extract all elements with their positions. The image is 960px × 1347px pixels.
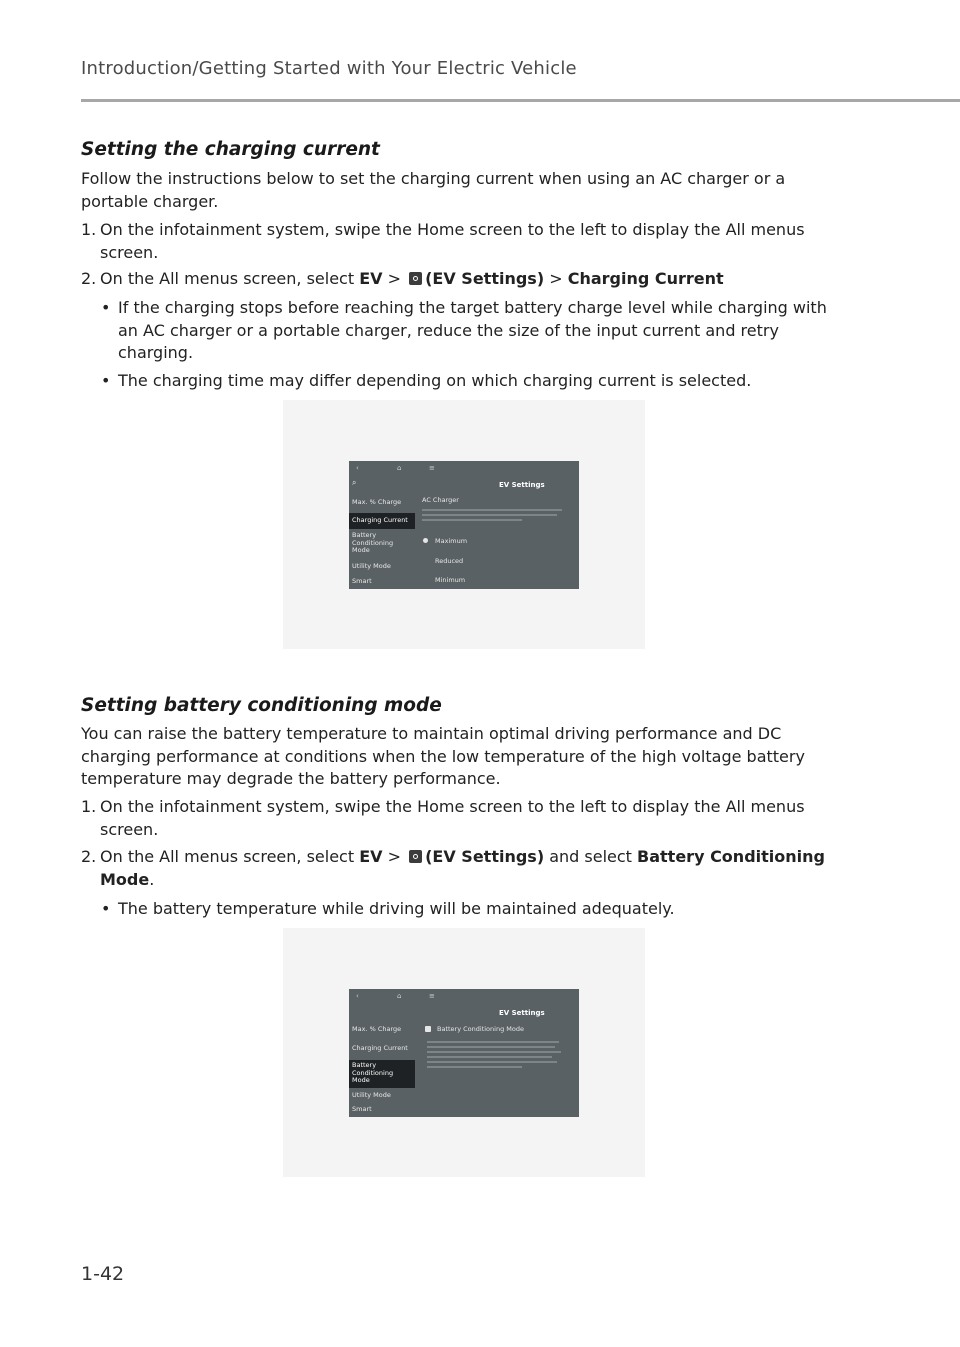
menu-item-battery-conditioning[interactable]: Battery Conditioning Mode	[349, 1060, 415, 1088]
section1-step-2	[81, 268, 851, 291]
bullet-text: The charging time may differ depending on which charging current is selected.	[118, 371, 752, 390]
page-header: Introduction/Getting Started with Your Electric Vehicle	[81, 58, 577, 79]
menu-item-charging-current[interactable]: Charging Current	[349, 513, 415, 529]
settings-icon	[409, 272, 422, 285]
menu-item-max-charge[interactable]: Max. % Charge	[352, 498, 402, 506]
checkbox-checked-icon[interactable]	[425, 1026, 431, 1032]
step-number: 1.	[81, 220, 97, 239]
section2-intro: You can raise the battery temperature to maintain optimal driving performance and DC charging performance at conditions when the low temperature of the high voltage battery temperature may degrade the battery performance.	[81, 724, 805, 788]
menu-item-utility-mode[interactable]: Utility Mode	[352, 562, 391, 570]
menu-item-max-charge[interactable]: Max. % Charge	[352, 1025, 402, 1033]
menu-icon: ≡	[429, 464, 435, 472]
menu-item-smart[interactable]: Smart	[352, 577, 372, 585]
option-maximum[interactable]: Maximum	[435, 537, 468, 545]
ac-charger-label: AC Charger	[422, 496, 459, 504]
settings-menu	[349, 475, 415, 589]
screen-title: EV Settings	[499, 1009, 545, 1017]
section1-bullet-2: • The charging time may differ depending on which charging current is selected.	[101, 371, 752, 390]
bullet-text: If the charging stops before reaching the target battery charge level while charging with an AC charger or a portable charger, reduce the size of the input current and retry charging.	[118, 298, 827, 362]
home-icon: ⌂	[397, 464, 402, 472]
section1-bullet-1: • If the charging stops before reaching the target battery charge level while charging with an AC charger or a portable charger, reduce the size of the input current and retry charging.	[101, 298, 827, 362]
menu-item-smart[interactable]: Smart	[352, 1105, 372, 1113]
section-title-charging-current: Setting the charging current	[81, 139, 380, 160]
option-reduced[interactable]: Reduced	[435, 557, 464, 565]
menu-item-utility-mode[interactable]: Utility Mode	[352, 1091, 391, 1099]
section1-step-1	[81, 219, 851, 264]
ev-label: EV	[359, 269, 383, 288]
bullet-text: The battery temperature while driving will be maintained adequately.	[118, 899, 675, 918]
step-text: On the infotainment system, swipe the Home screen to the left to display the All menus screen.	[100, 797, 805, 839]
settings-menu	[349, 1003, 415, 1117]
step-number: 1.	[81, 797, 97, 816]
screen-topbar	[349, 989, 579, 1003]
back-icon: ‹	[356, 992, 359, 1000]
screen-title: EV Settings	[499, 481, 545, 489]
back-icon: ‹	[356, 464, 359, 472]
figure-charging-current	[283, 400, 645, 649]
infotainment-screen	[349, 989, 579, 1117]
step-number: 2.	[81, 847, 97, 866]
separator: >	[544, 269, 568, 288]
section2-bullet-1: • The battery temperature while driving will be maintained adequately.	[101, 899, 675, 918]
ev-settings-label: (EV Settings)	[425, 269, 545, 288]
separator: >	[382, 269, 407, 288]
infotainment-screen	[349, 461, 579, 589]
charging-current-label: Charging Current	[567, 269, 724, 288]
separator: >	[382, 847, 407, 866]
step-number: 2.	[81, 269, 97, 288]
search-icon[interactable]: ⌕	[352, 478, 357, 487]
page-number: 1-42	[81, 1263, 125, 1285]
battery-conditioning-option[interactable]: Battery Conditioning Mode	[437, 1025, 524, 1033]
ev-label: EV	[359, 847, 383, 866]
menu-item-charging-current[interactable]: Charging Current	[352, 1044, 408, 1052]
settings-icon	[409, 850, 422, 863]
step-text: On the infotainment system, swipe the Home screen to the left to display the All menus screen.	[100, 220, 805, 262]
figure-battery-conditioning	[283, 928, 645, 1177]
menu-icon: ≡	[429, 992, 435, 1000]
menu-item-battery-conditioning[interactable]: Battery Conditioning Mode	[352, 531, 394, 554]
step-prefix: On the All menus screen, select	[100, 847, 360, 866]
step-prefix: On the All menus screen, select	[100, 269, 360, 288]
section-title-battery-conditioning: Setting battery conditioning mode	[81, 695, 442, 716]
ev-settings-label: (EV Settings)	[425, 847, 545, 866]
section2-step-2: 2. On the All menus screen, select EV > (EV Settings) and select Battery Conditioning Mode.	[81, 847, 825, 889]
screen-topbar	[349, 461, 579, 475]
section1-intro: Follow the instructions below to set the charging current when using an AC charger or a portable charger.	[81, 169, 786, 211]
radio-selected-icon[interactable]	[423, 538, 428, 543]
step-mid: and select	[544, 847, 638, 866]
option-minimum[interactable]: Minimum	[435, 576, 466, 584]
home-icon: ⌂	[397, 992, 402, 1000]
battery-conditioning-label: Battery Conditioning Mode	[100, 847, 825, 889]
header-divider	[81, 99, 960, 102]
section2-step-1	[81, 796, 851, 841]
